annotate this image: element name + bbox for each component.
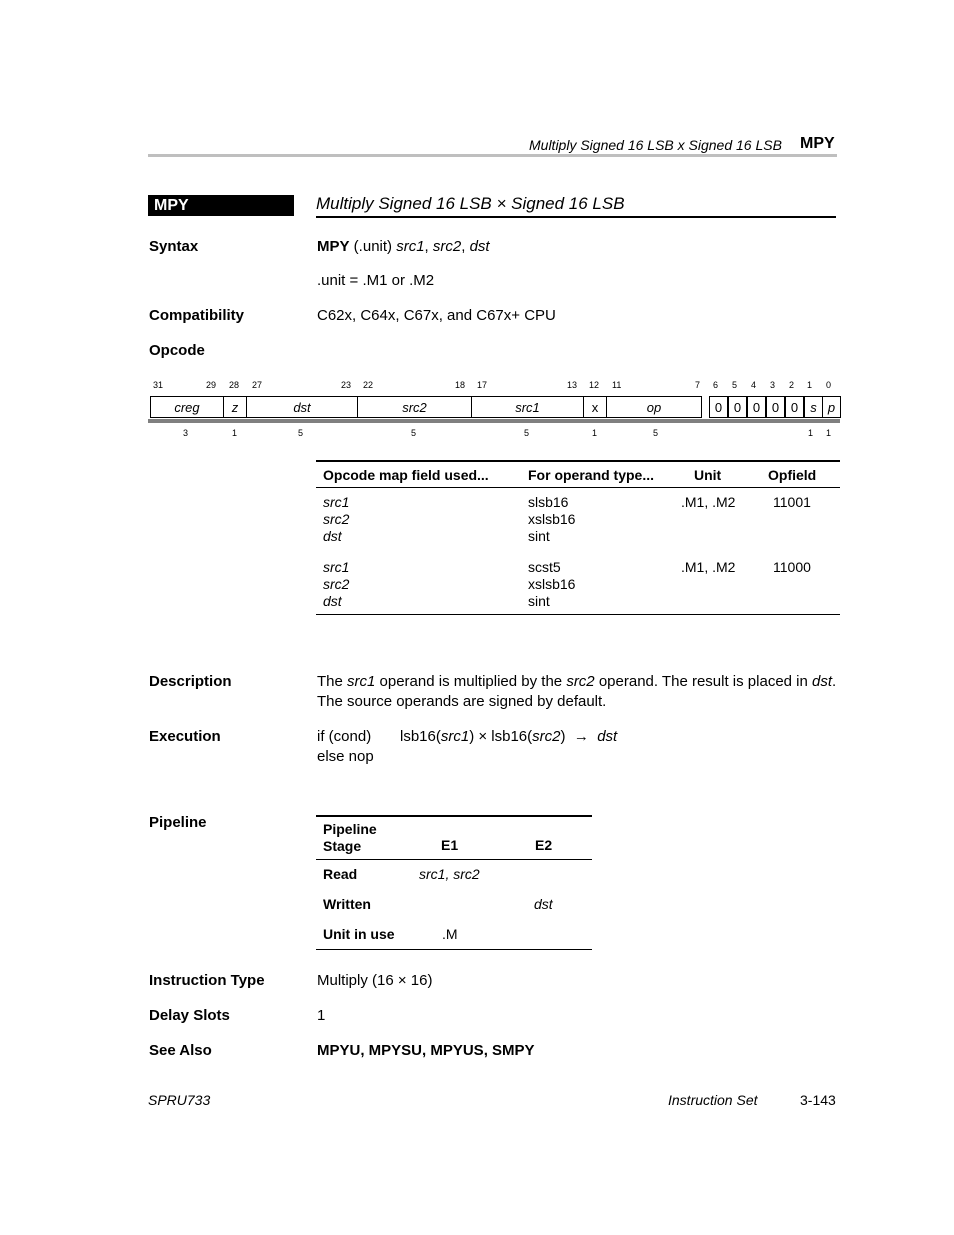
execution-src2: src2 (532, 728, 561, 745)
table-cell-field: src1 (323, 494, 350, 510)
description-label: Description (149, 673, 232, 690)
bit-number: 27 (252, 380, 263, 390)
opcode-field-bit: 0 (728, 396, 747, 418)
description-run: . (832, 673, 837, 690)
field-width: 1 (808, 428, 814, 438)
footer-page-number: 3-143 (800, 1092, 836, 1108)
table-row-e1: .M (442, 926, 458, 942)
bit-number: 28 (229, 380, 240, 390)
description-src2: src2 (566, 673, 595, 690)
bit-number: 11 (612, 380, 622, 390)
table-cell-type: xslsb16 (528, 576, 576, 592)
table-cell-type: sint (528, 528, 550, 544)
table-cell-opfield: 11001 (773, 494, 811, 510)
bit-number: 18 (455, 380, 466, 390)
execution-label: Execution (149, 728, 221, 745)
bit-number: 0 (826, 380, 832, 390)
field-width: 1 (826, 428, 832, 438)
bit-number: 6 (713, 380, 719, 390)
syntax-line (317, 237, 490, 257)
bit-number: 2 (789, 380, 795, 390)
description-dst: dst (812, 673, 833, 690)
description-run: operand. The result is placed in (594, 673, 813, 690)
bit-number: 23 (341, 380, 352, 390)
syntax-dst: dst (469, 238, 490, 255)
footer-section: Instruction Set (668, 1092, 758, 1108)
field-width: 5 (411, 428, 417, 438)
table-cell-field: src2 (323, 576, 350, 592)
bit-number: 22 (363, 380, 374, 390)
opcode-field-p: p (822, 396, 841, 418)
field-width: 1 (592, 428, 598, 438)
opcode-field-bar (148, 396, 840, 420)
column-header: Opcode map field used... (323, 467, 489, 483)
description-run: The (317, 673, 348, 690)
table-cell-field: src2 (323, 511, 350, 527)
field-width: 5 (524, 428, 530, 438)
footer-doc-id: SPRU733 (148, 1092, 211, 1108)
syntax-mnemonic: MPY (317, 238, 350, 255)
opcode-field-op: op (606, 396, 702, 418)
table-rule (316, 815, 592, 817)
pipeline-label: Pipeline (149, 814, 207, 831)
execution-run: ) × lsb16( (469, 728, 533, 745)
opcode-field-creg: creg (150, 396, 224, 418)
table-cell-type: slsb16 (528, 494, 569, 510)
column-header: Opfield (768, 467, 817, 483)
opcode-field-bit: 0 (766, 396, 785, 418)
bit-number: 5 (732, 380, 738, 390)
description-run: operand is multiplied by the (375, 673, 567, 690)
table-row-stage: Unit in use (323, 926, 395, 942)
title-rule (316, 216, 836, 218)
opcode-field-src2: src2 (357, 396, 472, 418)
opcode-underline (148, 419, 840, 423)
table-cell-field: dst (323, 593, 342, 609)
bit-number: 1 (807, 380, 813, 390)
table-rule (316, 460, 840, 462)
bit-number: 3 (770, 380, 776, 390)
execution-run: lsb16( (400, 728, 441, 745)
bit-number: 13 (567, 380, 578, 390)
opcode-field-src1: src1 (471, 396, 584, 418)
execution-dst: dst (597, 728, 618, 745)
delay-slots-text: 1 (317, 1007, 326, 1024)
execution-src1: src1 (440, 728, 470, 745)
table-row-e2: dst (534, 896, 553, 912)
syntax-comma-2: , (461, 238, 470, 255)
execution-run: ) (560, 728, 566, 745)
table-row-e1: src1, src2 (419, 866, 480, 882)
opcode-field-s: s (804, 396, 823, 418)
field-width: 3 (183, 428, 189, 438)
column-header: E2 (535, 837, 553, 853)
instruction-title: Multiply Signed 16 LSB × Signed 16 LSB (316, 194, 625, 213)
instruction-mnemonic-box: MPY (148, 195, 294, 216)
column-header: Pipeline (323, 821, 377, 837)
table-rule (316, 614, 840, 615)
syntax-comma-1: , (424, 238, 433, 255)
pipeline-table (316, 815, 592, 951)
delay-slots-label: Delay Slots (149, 1007, 230, 1024)
opcode-label: Opcode (149, 342, 205, 359)
bit-number: 7 (695, 380, 701, 390)
description-text (317, 672, 842, 712)
table-cell-unit: .M1, .M2 (681, 494, 736, 510)
header-rule (148, 154, 837, 157)
table-rule (316, 859, 592, 860)
opcode-field-bit: 0 (785, 396, 804, 418)
field-width: 1 (232, 428, 238, 438)
table-row-stage: Written (323, 896, 371, 912)
execution-condition: if (cond) (317, 728, 372, 745)
bit-number: 4 (751, 380, 757, 390)
column-header: Unit (694, 467, 722, 483)
table-cell-type: scst5 (528, 559, 561, 575)
opcode-field-bit: 0 (747, 396, 766, 418)
table-rule (316, 487, 840, 488)
opcode-field-z: z (223, 396, 247, 418)
column-header: Stage (323, 838, 362, 854)
bit-number: 29 (206, 380, 217, 390)
bit-number: 12 (589, 380, 600, 390)
opcode-field-dst: dst (246, 396, 358, 418)
column-header: For operand type... (528, 467, 655, 483)
table-rule (316, 949, 592, 950)
table-row-stage: Read (323, 866, 358, 882)
syntax-src1: src1 (396, 238, 425, 255)
table-cell-field: dst (323, 528, 342, 544)
compatibility-text: C62x, C64x, C67x, and C67x+ CPU (317, 307, 556, 324)
column-header: E1 (441, 837, 459, 853)
syntax-unit-line: .unit = .M1 or .M2 (317, 272, 435, 289)
running-header-title: Multiply Signed 16 LSB x Signed 16 LSB (529, 137, 782, 153)
syntax-unit: (.unit) (349, 238, 397, 255)
see-also-links[interactable]: MPYU, MPYSU, MPYUS, SMPY (317, 1042, 535, 1059)
field-width: 5 (298, 428, 304, 438)
arrow-icon: → (573, 728, 589, 745)
table-cell-unit: .M1, .M2 (681, 559, 736, 575)
table-cell-type: xslsb16 (528, 511, 576, 527)
table-cell-opfield: 11000 (773, 559, 811, 575)
compatibility-label: Compatibility (149, 307, 245, 324)
opcode-field-x: x (583, 396, 607, 418)
bit-number: 31 (153, 380, 164, 390)
running-header-mnemonic: MPY (800, 135, 835, 152)
execution-else: else nop (317, 748, 374, 765)
description-line-2: The source operands are signed by default. (317, 693, 607, 710)
bit-number: 17 (477, 380, 488, 390)
see-also-label: See Also (149, 1042, 212, 1059)
execution-expression (400, 727, 617, 747)
instruction-type-label: Instruction Type (149, 972, 265, 989)
table-cell-field: src1 (323, 559, 350, 575)
opcode-field-bit: 0 (709, 396, 728, 418)
field-width: 5 (653, 428, 659, 438)
description-src1: src1 (347, 673, 376, 690)
syntax-label: Syntax (149, 238, 199, 255)
instruction-type-text: Multiply (16 × 16) (317, 972, 433, 989)
table-cell-type: sint (528, 593, 550, 609)
syntax-src2: src2 (432, 238, 462, 255)
